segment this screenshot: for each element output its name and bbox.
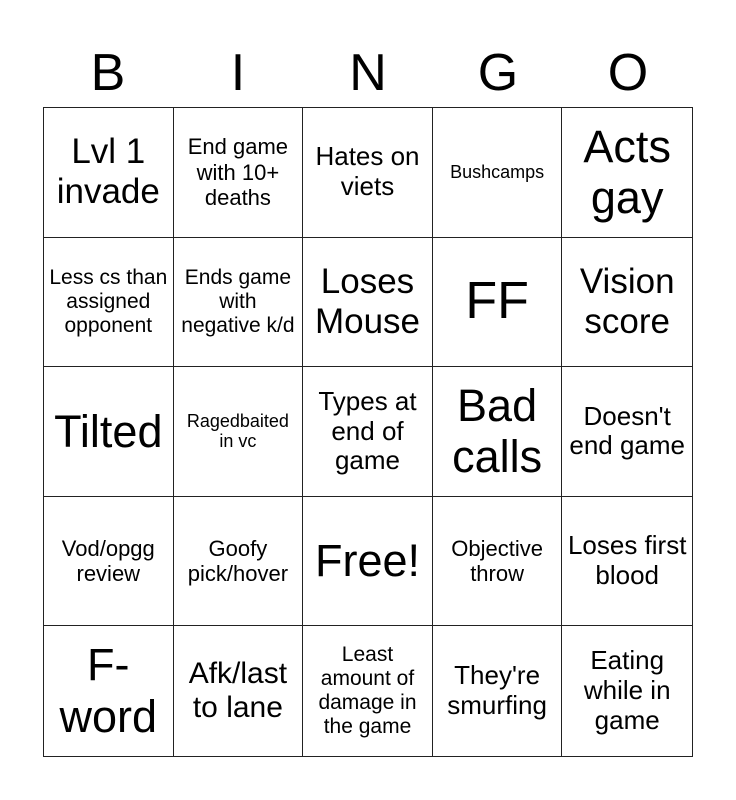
bingo-cell-free[interactable]: Free! — [303, 497, 433, 627]
bingo-cell-5[interactable]: Acts gay — [562, 108, 692, 238]
bingo-cell-3[interactable]: Hates on viets — [303, 108, 433, 238]
bingo-cell-19[interactable]: Objective throw — [433, 497, 563, 627]
bingo-cell-21[interactable]: F-word — [44, 626, 174, 756]
bingo-cell-8[interactable]: Loses Mouse — [303, 238, 433, 368]
bingo-cell-7[interactable]: Ends game with negative k/d — [174, 238, 304, 368]
bingo-cell-4[interactable]: Bushcamps — [433, 108, 563, 238]
bingo-cell-6[interactable]: Less cs than assigned opponent — [44, 238, 174, 368]
bingo-cell-14[interactable]: Bad calls — [433, 367, 563, 497]
header-letter-g: G — [477, 44, 519, 102]
bingo-cell-1[interactable]: Lvl 1 invade — [44, 108, 174, 238]
bingo-cell-23[interactable]: Least amount of damage in the game — [303, 626, 433, 756]
bingo-cell-13[interactable]: Types at end of game — [303, 367, 433, 497]
bingo-cell-20[interactable]: Loses first blood — [562, 497, 692, 627]
bingo-cell-17[interactable]: Goofy pick/hover — [174, 497, 304, 627]
bingo-cell-22[interactable]: Afk/last to lane — [174, 626, 304, 756]
bingo-cell-15[interactable]: Doesn't end game — [562, 367, 692, 497]
bingo-cell-2[interactable]: End game with 10+ deaths — [174, 108, 304, 238]
bingo-cell-9[interactable]: FF — [433, 238, 563, 368]
bingo-cell-16[interactable]: Vod/opgg review — [44, 497, 174, 627]
bingo-cell-10[interactable]: Vision score — [562, 238, 692, 368]
bingo-cell-24[interactable]: They're smurfing — [433, 626, 563, 756]
header-letter-o: O — [607, 44, 649, 102]
bingo-cell-12[interactable]: Ragedbaited in vc — [174, 367, 304, 497]
bingo-header — [43, 40, 693, 106]
bingo-cell-25[interactable]: Eating while in game — [583, 645, 671, 736]
header-letter-b: B — [90, 44, 126, 102]
bingo-board — [43, 107, 693, 757]
header-letter-i: I — [230, 44, 246, 102]
bingo-cell-11[interactable]: Tilted — [44, 367, 174, 497]
header-letter-n: N — [349, 44, 387, 102]
